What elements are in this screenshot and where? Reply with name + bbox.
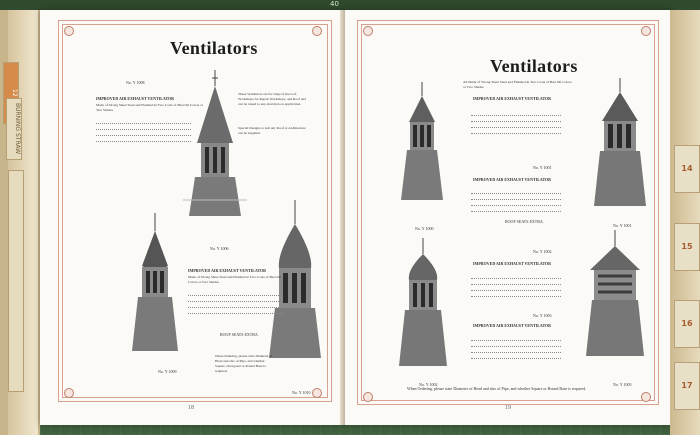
product-description: All Made of Strong Sheet Steel and Finished in Two Coats of Best Oil Colors or Two Shades xyxy=(463,80,572,89)
left-page xyxy=(40,10,345,425)
right-tab-15: 15 xyxy=(674,223,700,271)
left-book-edge xyxy=(0,10,40,435)
corner-rosette xyxy=(641,392,651,402)
left-tab-12: 12 xyxy=(3,62,19,124)
corner-rosette xyxy=(64,388,74,398)
page-number: 19 xyxy=(505,405,511,411)
ventilator-illustration xyxy=(175,68,255,228)
product-heading: IMPROVED AIR EXHAUST VENTILATOR xyxy=(473,323,552,328)
corner-rosette xyxy=(312,26,322,36)
model-number: No. Y 1001 xyxy=(533,165,552,170)
product-heading: IMPROVED AIR EXHAUST VENTILATOR xyxy=(188,268,267,273)
model-number: No. Y 1008 xyxy=(126,80,145,85)
right-tab-17: 17 xyxy=(674,362,700,410)
extra-note: ROOF SEATS EXTRA. xyxy=(505,219,544,224)
model-number: No. Y 1003 xyxy=(533,313,552,318)
product-heading: IMPROVED AIR EXHAUST VENTILATOR xyxy=(473,261,552,266)
ruler-label: 40 xyxy=(330,0,339,8)
ventilator-illustration xyxy=(397,80,447,225)
dimension-table xyxy=(471,188,561,212)
dimension-table xyxy=(471,273,561,297)
corner-rosette xyxy=(64,26,74,36)
corner-rosette xyxy=(312,388,322,398)
model-number: No. Y 1002 xyxy=(533,249,552,254)
figure-caption: No. Y 1000 xyxy=(415,226,434,231)
right-tab-16: 16 xyxy=(674,300,700,348)
corner-rosette xyxy=(641,26,651,36)
product-description: Made of Strong Sheet Steel and Finished in Two Coats of Best Oil Colors or Two Shades xyxy=(188,275,282,284)
extra-note: ROOF SEATS EXTRA. xyxy=(220,332,259,337)
figure-caption: No. Y 1009 xyxy=(158,369,177,374)
dimension-table xyxy=(471,110,561,134)
product-description: Made of Strong Sheet Steel and Finished in Two Coats of Best Oil Colors or Two Shades xyxy=(96,103,204,112)
side-note: These Ventilators are for ridge of the roof. Workshops for Repair Workshops, and Roof and can be raised to any elevation on application. xyxy=(238,92,306,106)
order-note: When Ordering, please state Diameter of Head and also of Pipe, and whether Square or Round Base is required. xyxy=(407,386,587,391)
product-heading: IMPROVED AIR EXHAUST VENTILATOR xyxy=(473,177,552,182)
figure-caption: No. Y 1001 xyxy=(613,223,632,228)
page-title: Ventilators xyxy=(170,38,258,58)
ventilator-illustration xyxy=(397,236,449,381)
figure-caption: No. Y 1010 xyxy=(292,390,311,395)
page-title: Ventilators xyxy=(490,56,578,76)
side-note: Special Designs to suit any Roof or Architecture can be supplied. xyxy=(238,126,306,135)
ventilator-illustration xyxy=(128,211,182,361)
figure-caption: No. Y 1003 xyxy=(613,382,632,387)
dimension-table xyxy=(471,335,561,359)
left-tab-blank xyxy=(8,170,24,392)
order-note: When Ordering, please state Diameter of Head and also of Pipe, and whether Square, Octagonal or Round Base is required. xyxy=(215,354,273,373)
figure-caption: No. Y 1006 xyxy=(210,246,229,251)
figure-caption: No. Y 1002 xyxy=(419,382,438,387)
corner-rosette xyxy=(363,26,373,36)
right-tab-14: 14 xyxy=(674,145,700,193)
corner-rosette xyxy=(363,392,373,402)
ventilator-illustration xyxy=(590,76,650,226)
right-page xyxy=(345,10,672,425)
product-heading: IMPROVED AIR EXHAUST VENTILATOR xyxy=(473,96,552,101)
open-catalog-book xyxy=(40,10,672,425)
page-number: 18 xyxy=(188,405,194,411)
dimension-table xyxy=(188,290,283,314)
product-heading: IMPROVED AIR EXHAUST VENTILATOR xyxy=(96,96,175,101)
ventilator-illustration xyxy=(580,228,650,378)
left-tab-burning-straw: BURNING STRAW xyxy=(6,98,22,160)
